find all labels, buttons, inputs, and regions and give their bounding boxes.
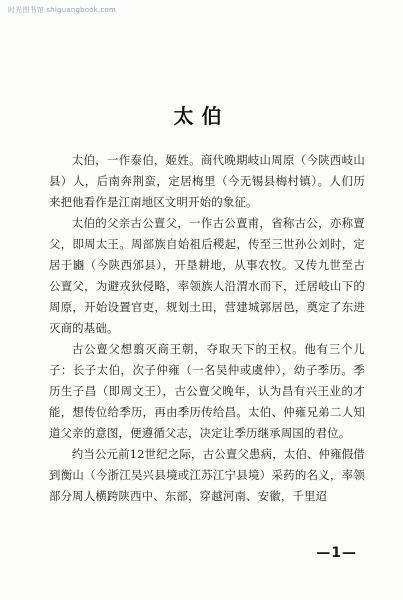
body-text bbox=[49, 150, 365, 507]
paragraph: 约当公元前12世纪之际，古公亶父患病，太伯、仲雍假借到衡山（今浙江吴兴县境或江苏江宁县境）采药的名义，率领部分周人横跨陕西中、东部，穿越河南、安徽，千里迢 bbox=[49, 447, 365, 503]
page-number: —1— bbox=[316, 545, 357, 561]
paragraph: 太伯，一作泰伯，姬姓。商代晚期岐山周原（今陕西岐山县）人，后南奔荆蛮，定居梅里（今无锡县梅村镇）。人们历来把他看作是江南地区文明开始的象征。 bbox=[49, 153, 365, 209]
watermark: 时光图书馆 shiguangbook.com bbox=[8, 6, 116, 14]
page-title: 太伯 bbox=[173, 104, 230, 128]
paragraph: 古公亶父想翦灭商王朝，夺取天下的王权。他有三个儿子：长子太伯，次子仲雍（一名吴仲或虞仲），幼子季历。季历生子昌（即周文王），古公亶父晚年，认为昌有兴王业的才能，想传位给季历，再由季历传给昌。太伯、仲雍兄弟二人知道父亲的意图，便遵循父志，决定让季历继承周国的君位。 bbox=[49, 342, 365, 440]
paragraph: 太伯的父亲古公亶父，一作古公亶甫，省称古公，亦称亶父，即周太王。周部族自始祖后稷起，传至三世孙公刘时，定居于豳（今陕西邠县），开垦耕地，从事农牧。又传九世至古公亶父，为避戎狄侵略，率领族人沿渭水而下，迁居岐山下的周原，开始设置官吏，规划土田，营建城郭居邑，奠定了东进灭商的基础。 bbox=[49, 216, 365, 335]
